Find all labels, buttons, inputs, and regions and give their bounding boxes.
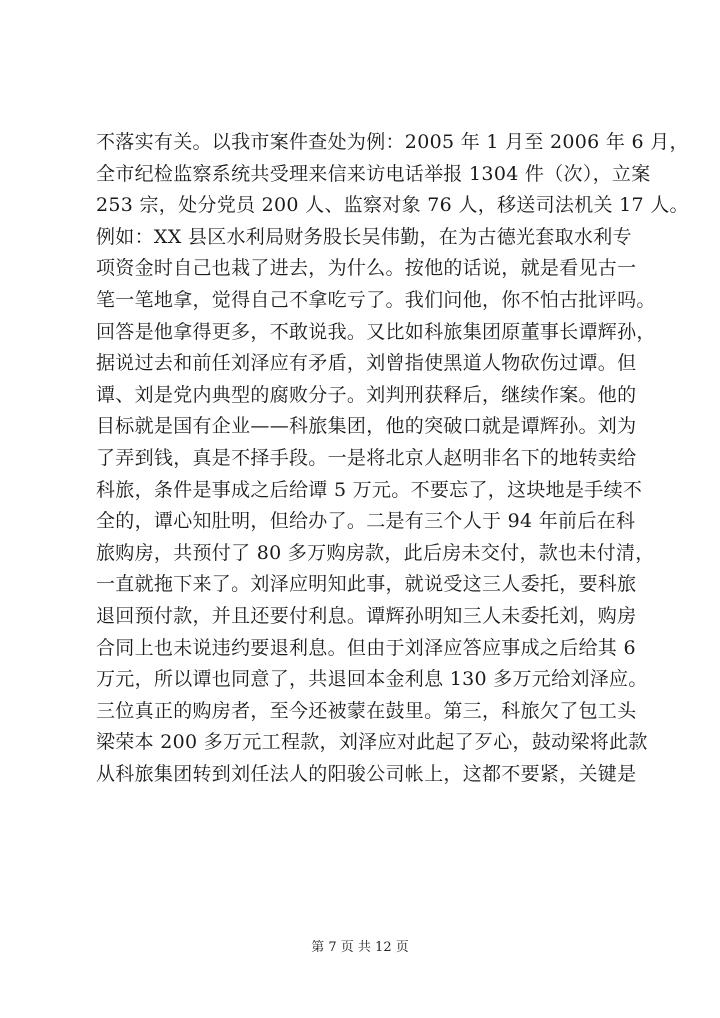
text-line: 科旅，条件是事成之后给谭 5 万元。不要忘了，这块地是手续不 [96,478,643,501]
text-line: 万元，所以谭也同意了，共退回本金利息 130 多万元给刘泽应。 [96,668,648,691]
text-line: 项资金时自己也栽了进去，为什么。按他的话说，就是看见古一 [96,257,637,280]
text-line: 谭、刘是党内典型的腐败分子。刘判刑获释后，继续作案。他的 [96,383,637,406]
text-line: 目标就是国有企业——科旅集团，他的突破口就是谭辉孙。刘为 [96,415,637,438]
text-line: 不落实有关。以我市案件查处为例：2005 年 1 月至 2006 年 6 月， [96,131,689,153]
body-text [96,127,689,790]
text-line: 例如：XX 县区水利局财务股长吴伟勤，在为古德光套取水利专 [96,225,632,248]
text-line: 了弄到钱，真是不择手段。一是将北京人赵明非名下的地转卖给 [96,446,637,469]
text-line: 合同上也未说违约要退利息。但由于刘泽应答应事成之后给其 6 [96,636,636,659]
text-line: 全市纪检监察系统共受理来信来访电话举报 1304 件（次），立案 [96,162,651,185]
text-line: 从科旅集团转到刘任法人的阳骏公司帐上，这都不要紧，关键是 [96,762,637,785]
text-line: 笔一笔地拿，觉得自己不拿吃亏了。我们问他，你不怕古批评吗。 [96,288,656,311]
text-line: 253 宗，处分党员 200 人、监察对象 76 人，移送司法机关 17 人。 [96,194,689,217]
text-line: 全的，谭心知肚明，但给办了。二是有三个人于 94 年前后在科 [96,510,636,533]
page-footer: 第 7 页 共 12 页 [311,940,409,955]
text-line: 回答是他拿得更多，不敢说我。又比如科旅集团原董事长谭辉孙， [96,320,656,343]
text-line: 据说过去和前任刘泽应有矛盾，刘曾指使黑道人物砍伤过谭。但 [96,352,637,375]
text-line: 退回预付款，并且还要付利息。谭辉孙明知三人未委托刘，购房 [96,604,637,627]
text-line: 旅购房，共预付了 80 多万购房款，此后房未交付，款也未付清， [96,541,655,564]
text-line: 梁荣本 200 多万元工程款，刘泽应对此起了歹心，鼓动梁将此款 [96,731,648,754]
text-line: 三位真正的购房者，至今还被蒙在鼓里。第三，科旅欠了包工头 [96,699,637,722]
text-line: 一直就拖下来了。刘泽应明知此事，就说受这三人委托，要科旅 [96,573,637,596]
